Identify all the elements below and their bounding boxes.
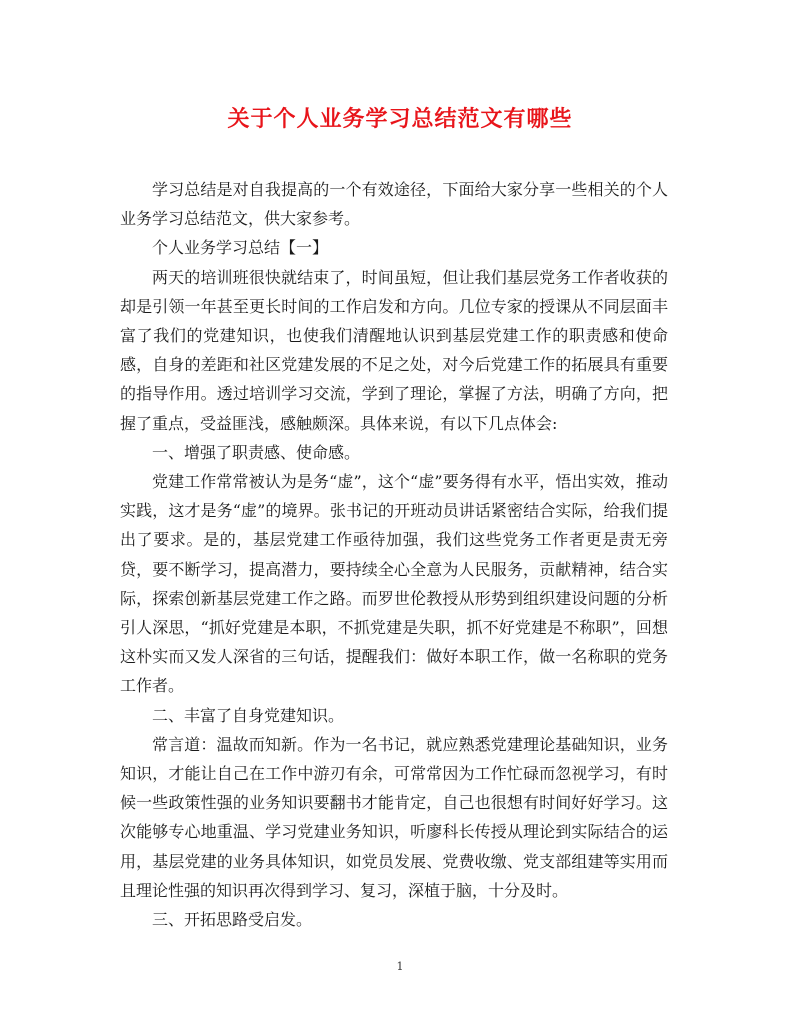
subheading-inspiration: 三、开拓思路受启发。 [152,910,313,930]
subheading-responsibility: 一、增强了职责感、使命感。 [152,442,361,462]
body-paragraph: 常言道：温故而知新。作为一名书记，就应熟悉党建理论基础知识，业务知识，才能让自己在工作中游刃有余，可常常因为工作忙碌而忽视学习，有时候一些政策性强的业务知识要翻书才能肯定，自己也很想有时间好好学习。这次能够专心地重温、学习党建业务知识，听廖科长传授从理论到实际结合的运用，基层党建的业务具体知识，如党员发展、党费收缴、党支部组建等实用而且理论性强的知识再次得到学习、复习，深植于脑，十分及时。 [120,734,668,900]
intro-paragraph: 学习总结是对自我提高的一个有效途径，下面给大家分享一些相关的个人业务学习总结范文，供大家参考。 [120,180,668,229]
document-body [120,175,668,934]
subheading-knowledge: 二、丰富了自身党建知识。 [152,705,345,725]
body-paragraph: 两天的培训班很快就结束了，时间虽短，但让我们基层党务工作者收获的却是引领一年甚至更长时间的工作启发和方向。几位专家的授课从不同层面丰富了我们的党建知识，也使我们清醒地认识到基层党建工作的职责感和使命感，自身的差距和社区党建发展的不足之处，对今后党建工作的拓展具有重要的指导作用。透过培训学习交流，学到了理论，掌握了方法，明确了方向，把握了重点，受益匪浅，感触颇深。具体来说，有以下几点体会: [120,267,668,433]
section-heading-one: 个人业务学习总结【一】 [152,238,329,258]
page-number: 1 [396,960,404,973]
document-title: 关于个人业务学习总结范文有哪些 [227,106,573,132]
body-paragraph: 党建工作常常被认为是务“虚”，这个“虚”要务得有水平，悟出实效，推动实践，这才是务“虚”的境界。张书记的开班动员讲话紧密结合实际，给我们提出了要求。是的，基层党建工作亟待加强，我们这些党务工作者更是责无旁贷，要不断学习，提高潜力，要持续全心全意为人民服务，贡献精神，结合实际，探索创新基层党建工作之路。而罗世伦教授从形势到组织建设问题的分析引人深思，“抓好党建是本职，不抓党建是失职，抓不好党建是不称职”，回想这朴实而又发人深省的三句话，提醒我们：做好本职工作，做一名称职的党务工作者。 [120,472,668,696]
